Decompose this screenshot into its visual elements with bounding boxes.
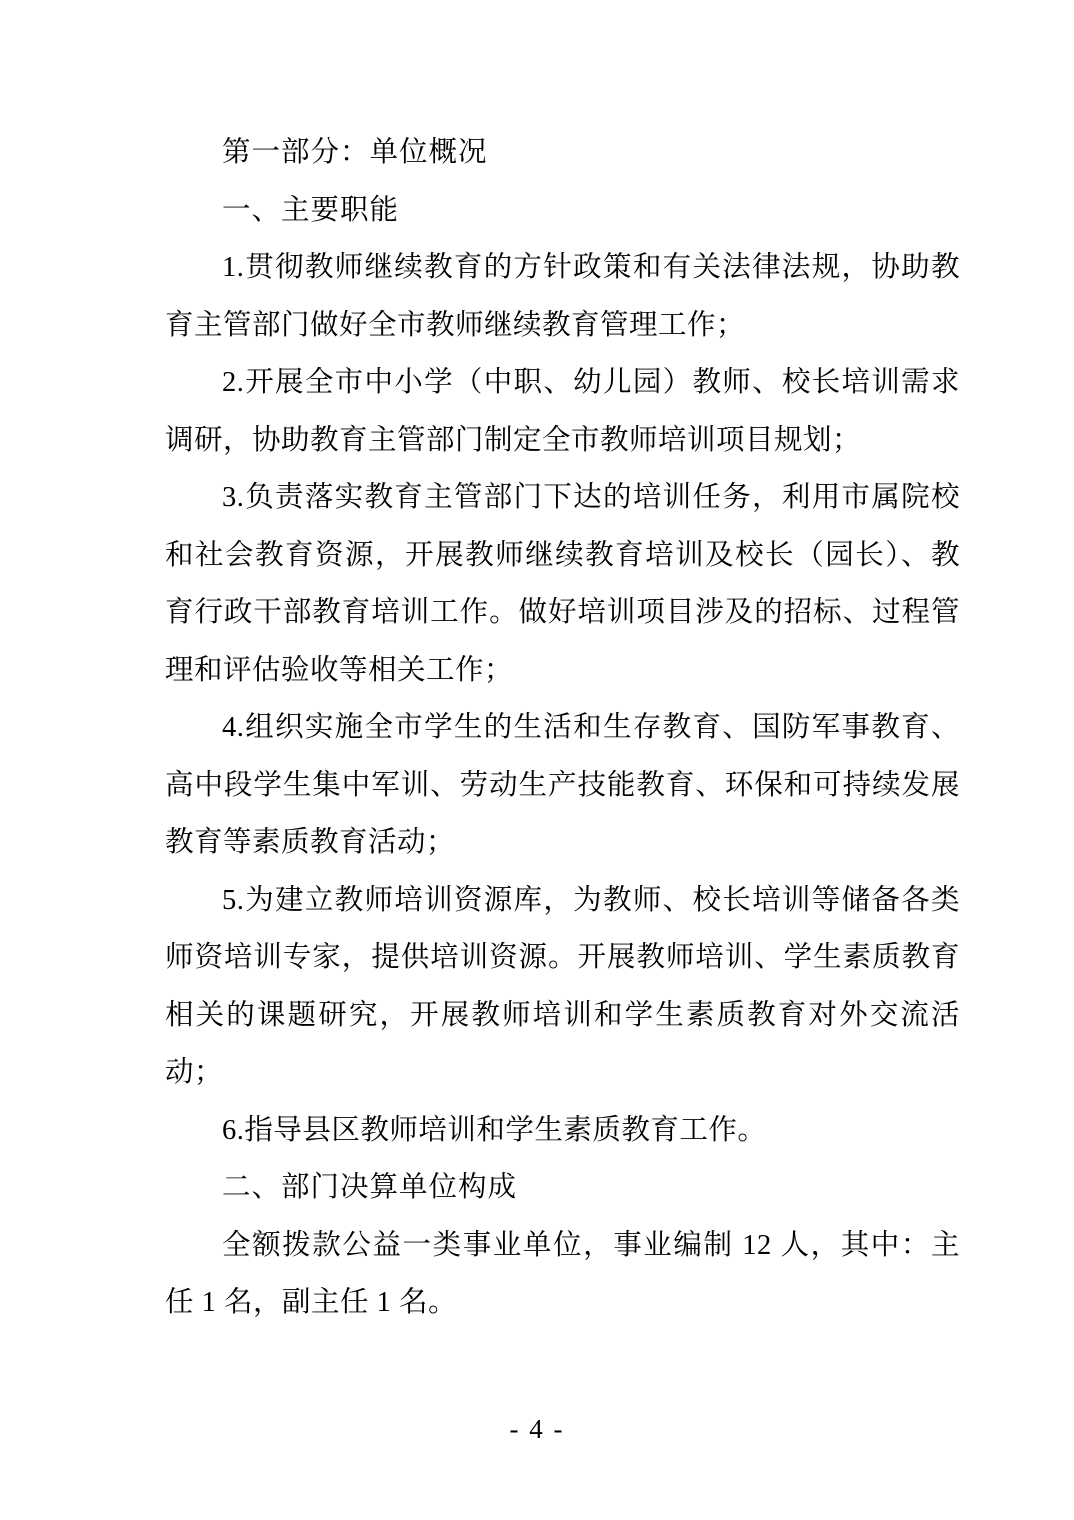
composition-paragraph: 全额拨款公益一类事业单位，事业编制 12 人，其中：主任 1 名，副主任 1 名。 [165, 1229, 960, 1318]
function-item-2: 2.开展全市中小学（中职、幼儿园）教师、校长培训需求调研，协助教育主管部门制定全市教师培训项目规划； [165, 367, 960, 456]
section-heading: 第一部分：单位概况 [222, 136, 488, 168]
function-item-6: 6.指导县区教师培训和学生素质教育工作。 [222, 1114, 767, 1146]
document-body [165, 124, 960, 1332]
subsection-heading-unit-composition: 二、部门决算单位构成 [222, 1172, 518, 1203]
subsection-heading-main-functions: 一、主要职能 [222, 194, 400, 226]
page-number: - 4 - [509, 1414, 565, 1444]
function-item-3: 3.负责落实教育主管部门下达的培训任务，利用市属院校和社会教育资源，开展教师继续教育培训及校长（园长）、教育行政干部教育培训工作。做好培训项目涉及的招标、过程管理和评估验收等相关工作； [165, 482, 960, 686]
function-item-4: 4.组织实施全市学生的生活和生存教育、国防军事教育、高中段学生集中军训、劳动生产技能教育、环保和可持续发展教育等素质教育活动； [165, 712, 960, 858]
function-item-5: 5.为建立教师培训资源库，为教师、校长培训等储备各类师资培训专家，提供培训资源。开展教师培训、学生素质教育相关的课题研究，开展教师培训和学生素质教育对外交流活动； [165, 884, 960, 1088]
function-item-1: 1.贯彻教师继续教育的方针政策和有关法律法规，协助教育主管部门做好全市教师继续教育管理工作； [165, 252, 960, 341]
